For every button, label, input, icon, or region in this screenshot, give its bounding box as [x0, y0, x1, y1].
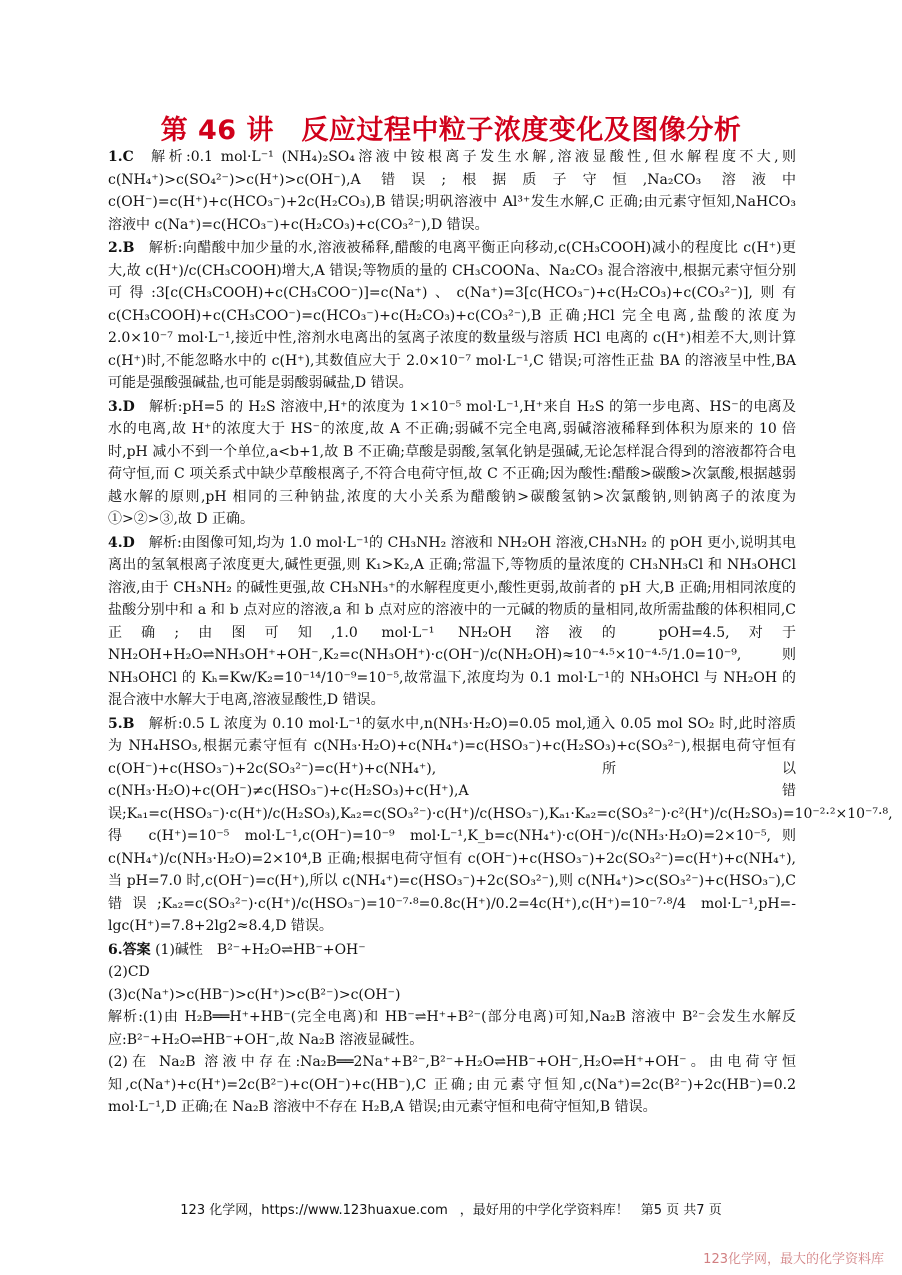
answer-number: 1.C: [108, 149, 134, 165]
answer-number: 6.答案: [108, 941, 151, 958]
analysis-part-1: 解析:(1)由 H₂B══H⁺+HB⁻(完全电离)和 HB⁻⇌H⁺+B²⁻(部分电离)可知,Na₂B 溶液中 B²⁻会发生水解反应:B²⁻+H₂O⇌HB⁻+OH⁻,故 Na₂B 溶液显碱性。: [108, 1009, 796, 1048]
analysis-part-2: (2)在 Na₂B 溶液中存在:Na₂B══2Na⁺+B²⁻,B²⁻+H₂O⇌HB⁻+OH⁻,H₂O⇌H⁺+OH⁻。由电荷守恒知,c(Na⁺)+c(H⁺)=2c(B²⁻)+c(OH⁻)+c(HB⁻),C 正确;由元素守恒知,c(Na⁺)=2c(B²⁻)+2c(HB⁻)=0.2 mol·L⁻¹,D 正确;在 Na₂B 溶液中不存在 H₂B,A 错误;由元素守恒和电荷守恒知,B 错误。: [108, 1054, 796, 1115]
answer-4: [108, 532, 796, 712]
answer-label: 解析:: [147, 149, 191, 165]
footer-page-number: 第5 页 共7 页: [640, 1203, 722, 1218]
answer-number: 5.B: [108, 715, 135, 732]
answer-label: 解析:: [148, 534, 182, 551]
page-title: 第 46 讲 反应过程中粒子浓度变化及图像分析: [160, 115, 742, 146]
answer-5: [108, 713, 893, 938]
answer-1: [108, 146, 796, 236]
answer-number: 3.D: [108, 398, 135, 415]
answer-6: [108, 939, 796, 1119]
answer-text: 0.5 L 浓度为 0.10 mol·L⁻¹的氨水中,n(NH₃·H₂O)=0.05 mol,通入 0.05 mol SO₂ 时,此时溶质为 NH₄HSO₃,根据元素守恒有 c(NH₃·H₂O)+c(NH₄⁺)=c(HSO₃⁻)+c(H₂SO₃)+c(SO₃²⁻),根据电荷守恒有 c(OH⁻)+c(HSO₃⁻)+2c(SO₃²⁻)=c(H⁺)+c(NH₄⁺),所以 c(NH₃·H₂O)+c(OH⁻)≠c(HSO₃⁻)+c(H₂SO₃)+c(H⁺),A 错误;Kₐ₁=c(HSO₃⁻)·c(H⁺)/c(H₂SO₃),Kₐ₂=c(SO₃²⁻)·c(H⁺)/c(HSO₃⁻),Kₐ₁·Kₐ₂=c(SO₃²⁻)·c²(H⁺)/c(H₂SO₃)=10⁻²·²×10⁻⁷·⁸,得 c(H⁺)=10⁻⁵ mol·L⁻¹,c(OH⁻)=10⁻⁹ mol·L⁻¹,K_b=c(NH₄⁺)·c(OH⁻)/c(NH₃·H₂O)=2×10⁻⁵,则 c(NH₄⁺)/c(NH₃·H₂O)=2×10⁴,B 正确;根据电荷守恒有 c(OH⁻)+c(HSO₃⁻)+2c(SO₃²⁻)=c(H⁺)+c(NH₄⁺),当 pH=7.0 时,c(OH⁻)=c(H⁺),所以 c(NH₄⁺)=c(HSO₃⁻)+2c(SO₃²⁻),则 c(NH₄⁺)>c(SO₃²⁻)+c(HSO₃⁻),C 错误;Kₐ₂=c(SO₃²⁻)·c(H⁺)/c(HSO₃⁻)=10⁻⁷·⁸=0.8c(H⁺)/0.2=4c(H⁺),c(H⁺)=10⁻⁷·⁸/4 mol·L⁻¹,pH=-lgc(H⁺)=7.8+2lg2≈8.4,D 错误。: [108, 715, 893, 934]
answer-part-3: (3)c(Na⁺)>c(HB⁻)>c(H⁺)>c(B²⁻)>c(OH⁻): [108, 986, 401, 1003]
answer-content: [108, 146, 893, 1120]
answer-text: 向醋酸中加少量的水,溶液被稀释,醋酸的电离平衡正向移动,c(CH₃COOH)减小的程度比 c(H⁺)更大,故 c(H⁺)/c(CH₃COOH)增大,A 错误;等物质的量的 CH₃COONa、Na₂CO₃ 混合溶液中,根据元素守恒分别可得:3[c(CH₃COOH)+c(CH₃COO⁻)]=c(Na⁺)、c(Na⁺)=3[c(HCO₃⁻)+c(H₂CO₃)+c(CO₃²⁻)],则有 c(CH₃COOH)+c(CH₃COO⁻)=c(HCO₃⁻)+c(H₂CO₃)+c(CO₃²⁻),B 正确;HCl 完全电离,盐酸的浓度为 2.0×10⁻⁷ mol·L⁻¹,接近中性,溶剂水电离出的氢离子浓度的数量级与溶质 HCl 电离的 c(H⁺)相差不大,则计算 c(H⁺)时,不能忽略水中的 c(H⁺),其数值应大于 2.0×10⁻⁷ mol·L⁻¹,C 错误;可溶性正盐 BA 的溶液呈中性,BA 可能是强酸强碱盐,也可能是弱酸弱碱盐,D 错误。: [108, 240, 796, 391]
watermark: 123化学网，最大的化学资料库: [703, 1252, 884, 1267]
answer-2: [108, 237, 796, 395]
answer-text: 0.1 mol·L⁻¹ (NH₄)₂SO₄溶液中铵根离子发生水解,溶液显酸性,但水解程度不大,则 c(NH₄⁺)>c(SO₄²⁻)>c(H⁺)>c(OH⁻),A 错误;根据质子守恒,Na₂CO₃ 溶液中 c(OH⁻)=c(H⁺)+c(HCO₃⁻)+2c(H₂CO₃),B 错误;明矾溶液中 Al³⁺发生水解,C 正确;由元素守恒知,NaHCO₃ 溶液中 c(Na⁺)=c(HCO₃⁻)+c(H₂CO₃)+c(CO₃²⁻),D 错误。: [108, 149, 797, 233]
answer-part-2: (2)CD: [108, 964, 150, 980]
answer-number: 2.B: [108, 240, 135, 256]
answer-3: [108, 396, 796, 531]
answer-number: 4.D: [108, 534, 135, 551]
answer-text: 由图像可知,均为 1.0 mol·L⁻¹的 CH₃NH₂ 溶液和 NH₂OH 溶液,CH₃NH₂ 的 pOH 更小,说明其电离出的氢氧根离子浓度更大,碱性更强,则 K₁>K₂,A 正确;常温下,等物质的量浓度的 CH₃NH₃Cl 和 NH₃OHCl 溶液,由于 CH₃NH₂ 的碱性更强,故 CH₃NH₃⁺的水解程度更小,酸性更弱,故前者的 pH 大,B 正确;用相同浓度的盐酸分别中和 a 和 b 点对应的溶液,a 和 b 点对应的溶液中的一元碱的物质的量相同,故所需盐酸的体积相同,C 正确;由图可知,1.0 mol·L⁻¹ NH₂OH 溶液的 pOH=4.5,对于 NH₂OH+H₂O⇌NH₃OH⁺+OH⁻,K₂=c(NH₃OH⁺)·c(OH⁻)/c(NH₂OH)≈10⁻⁴·⁵×10⁻⁴·⁵/1.0=10⁻⁹,则 NH₃OHCl 的 Kₕ=Kw/K₂=10⁻¹⁴/10⁻⁹=10⁻⁵,故常温下,浓度均为 0.1 mol·L⁻¹的 NH₃OHCl 与 NH₂OH 的混合液中水解大于电离,溶液显酸性,D 错误。: [108, 534, 796, 708]
page-footer: [0, 1199, 902, 1218]
footer-slogan: ，最好用的中学化学资料库！: [459, 1203, 629, 1218]
answer-label: 解析:: [148, 398, 183, 415]
answer-label: 解析:: [148, 715, 183, 732]
footer-site: 123 化学网，https://www.123huaxue.com: [180, 1203, 448, 1218]
answer-label: 解析:: [148, 240, 183, 256]
answer-part-1: (1)碱性 B²⁻+H₂O⇌HB⁻+OH⁻: [155, 941, 366, 958]
answer-text: pH=5 的 H₂S 溶液中,H⁺的浓度为 1×10⁻⁵ mol·L⁻¹,H⁺来自 H₂S 的第一步电离、HS⁻的电离及水的电离,故 H⁺的浓度大于 HS⁻的浓度,故 A 不正确;弱碱不完全电离,弱碱溶液稀释到体积为原来的 10 倍时,pH 减小不到一个单位,a<b+1,故 B 不正确;草酸是弱酸,氢氧化钠是强碱,无论怎样混合得到的溶液都符合电荷守恒,而 C 项关系式中缺少草酸根离子,不符合电荷守恒,故 C 不正确;因为酸性:醋酸>碳酸>次氯酸,根据越弱越水解的原则,pH 相同的三种钠盐,浓度的大小关系为醋酸钠>碳酸氢钠>次氯酸钠,则钠离子的浓度为①>②>③,故 D 正确。: [108, 398, 796, 527]
